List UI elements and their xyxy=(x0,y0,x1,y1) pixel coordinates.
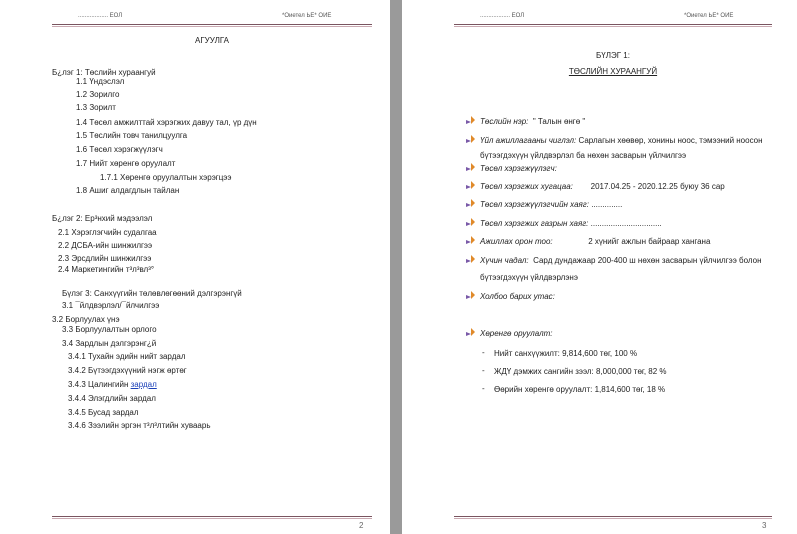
toc-entry[interactable]: 1.8 Ашиг алдагдлын тайлан xyxy=(76,186,180,195)
investment-line: Нийт санхүүжилт: 9,814,600 төг, 100 % xyxy=(494,349,638,358)
toc-entry[interactable]: 3.4.5 Бусад зардал xyxy=(68,408,139,417)
arrow-bullet-icon xyxy=(466,330,474,338)
footer-rule xyxy=(454,516,772,517)
toc-entry[interactable]: 1.1 Үндэслэл xyxy=(76,77,125,86)
arrow-bullet-icon xyxy=(466,238,474,246)
toc-entry[interactable]: 1.4 Төсөл амжилттай хэрэгжих давуу тал, үр дүн xyxy=(76,118,257,127)
summary-item: Үйл ажиллагааны чиглэл: Сарлагын хөөвөр, хонины ноос, тэмээний ноосон xyxy=(480,136,763,145)
toc-entry-text: 3.4.3 Цалингийн xyxy=(68,380,131,389)
header-rule xyxy=(454,24,772,25)
toc-entry[interactable]: 1.7 Нийт хөренгө оруулалт xyxy=(76,159,176,168)
footer-rule-secondary xyxy=(454,518,772,519)
arrow-bullet-icon xyxy=(466,118,474,126)
toc-entry[interactable]: 2.4 Маркетингийн т³л³вл³° xyxy=(58,265,155,274)
toc-entry[interactable]: 1.6 Төсөл хэрэгжүүлэгч xyxy=(76,145,163,154)
toc-hyperlink[interactable]: зардал xyxy=(130,380,157,389)
arrow-bullet-icon xyxy=(466,165,474,173)
summary-item-continuation: бүтээгдэхүүн үйлдвэрлэнэ xyxy=(480,273,578,282)
chapter-number: БҮЛЭГ 1: xyxy=(596,51,630,60)
investment-line: Өөрийн хөренгө оруулалт: 1,814,600 төг, 18 % xyxy=(494,385,666,394)
investment-line: ЖДҮ дэмжих сангийн зээл: 8,000,000 төг, 82 % xyxy=(494,367,667,376)
toc-entry[interactable]: 3.4 Зардлын дэлгэрэнг¿й xyxy=(62,339,157,348)
summary-item: Төсөл хэрэгжих хугацаа: 2017.04.25 - 2020.12.25 буюу 36 сар xyxy=(480,182,725,191)
header-right-text: *Оиетел ЬЕ* ОИЕ xyxy=(282,13,332,19)
toc-entry[interactable]: 3.4.4 Элэгдлийн зардал xyxy=(68,394,156,403)
summary-item: Төслийн нэр: " Талын өнгө " xyxy=(480,117,586,126)
toc-entry[interactable]: 1.3 Зорилт xyxy=(76,103,116,112)
document-page-2 xyxy=(0,0,390,534)
toc-entry[interactable]: 3.1 ¯йлдвэрлэл/¯йлчилгээ xyxy=(62,301,160,310)
header-rule xyxy=(52,24,372,25)
page-number: 3 xyxy=(762,521,767,530)
toc-entry-with-link[interactable] xyxy=(68,380,157,390)
toc-entry[interactable]: 3.4.1 Тухайн эдийн нийт зардал xyxy=(68,352,186,361)
toc-entry[interactable]: 3.4.2 Бүтээгдэхүүний нэгж өртөг xyxy=(68,366,187,375)
arrow-bullet-icon xyxy=(466,183,474,191)
arrow-bullet-icon xyxy=(466,293,474,301)
toc-entry[interactable]: Бүлэг 3: Санхүүгийн төлөвлөгөөний дэлгэрэнгүй xyxy=(62,289,242,298)
summary-item: Төсөл хэрэгжүүлэгчийн хаяг: .............. xyxy=(480,200,623,209)
dash-bullet: - xyxy=(482,366,485,375)
toc-entry[interactable]: 3.2 Борлуулах үнэ xyxy=(52,315,120,324)
dash-bullet: - xyxy=(482,384,485,393)
document-page-3 xyxy=(402,0,797,534)
toc-entry[interactable]: 2.3 Эрсдлийн шинжилгээ xyxy=(58,254,152,263)
toc-entry[interactable]: 2.2 ДСБА-ийн шинжилгээ xyxy=(58,241,153,250)
toc-entry[interactable]: 1.7.1 Хөренгө оруулалтын хэрэгцээ xyxy=(100,173,232,182)
toc-entry[interactable]: 1.2 Зорилго xyxy=(76,90,120,99)
summary-item: Хөренгө оруулалт: xyxy=(480,329,553,338)
page-gap xyxy=(390,0,402,534)
arrow-bullet-icon xyxy=(466,137,474,145)
toc-entry[interactable]: 3.4.6 Зээлийн эргэн т³л³лтийн хуваарь xyxy=(68,421,211,430)
toc-entry[interactable]: 1.5 Төслийн товч танилцуулга xyxy=(76,131,188,140)
page-number: 2 xyxy=(359,521,364,530)
arrow-bullet-icon xyxy=(466,220,474,228)
toc-title: АГУУЛГА xyxy=(195,36,229,45)
summary-item: Холбоо барих утас: xyxy=(480,292,555,301)
header-rule-secondary xyxy=(454,26,772,27)
chapter-title: ТӨСЛИЙН ХУРААНГУЙ xyxy=(568,67,658,76)
header-rule-secondary xyxy=(52,26,372,27)
summary-item: Төсөл хэрэгжих газрын хаяг: ................................ xyxy=(480,219,662,228)
footer-rule-secondary xyxy=(52,518,372,519)
arrow-bullet-icon xyxy=(466,201,474,209)
dash-bullet: - xyxy=(482,348,485,357)
toc-entry[interactable]: 3.3 Борлуулалтын орлого xyxy=(62,325,157,334)
summary-item: Хүчин чадал: Сард дундажаар 200-400 ш нөхөн засварын үйлчилгээ болон xyxy=(480,256,762,265)
arrow-bullet-icon xyxy=(466,257,474,265)
toc-entry[interactable]: Б¿лэг 2: Ер³нхий мэдээлэл xyxy=(52,214,153,223)
footer-rule xyxy=(52,516,372,517)
summary-item-continuation: бүтээгдэхүүн үйлдвэрлэл ба нөхөн засварын үйлчилгээ xyxy=(480,151,687,160)
summary-item: Төсөл хэрэгжүүлэгч: xyxy=(480,164,557,173)
header-left-text: .................. ЕОЛ xyxy=(78,13,123,19)
header-right-text: *Оиетел ЬЕ* ОИЕ xyxy=(684,13,734,19)
toc-entry[interactable]: Б¿лэг 1: Төслийн хураангуй xyxy=(52,68,156,77)
summary-item: Ажиллах орон тоо: 2 хүнийг ажлын байраар хангана xyxy=(480,237,711,246)
header-left-text: .................. ЕОЛ xyxy=(480,13,525,19)
toc-entry[interactable]: 2.1 Хэрэглэгчийн судалгаа xyxy=(58,228,157,237)
